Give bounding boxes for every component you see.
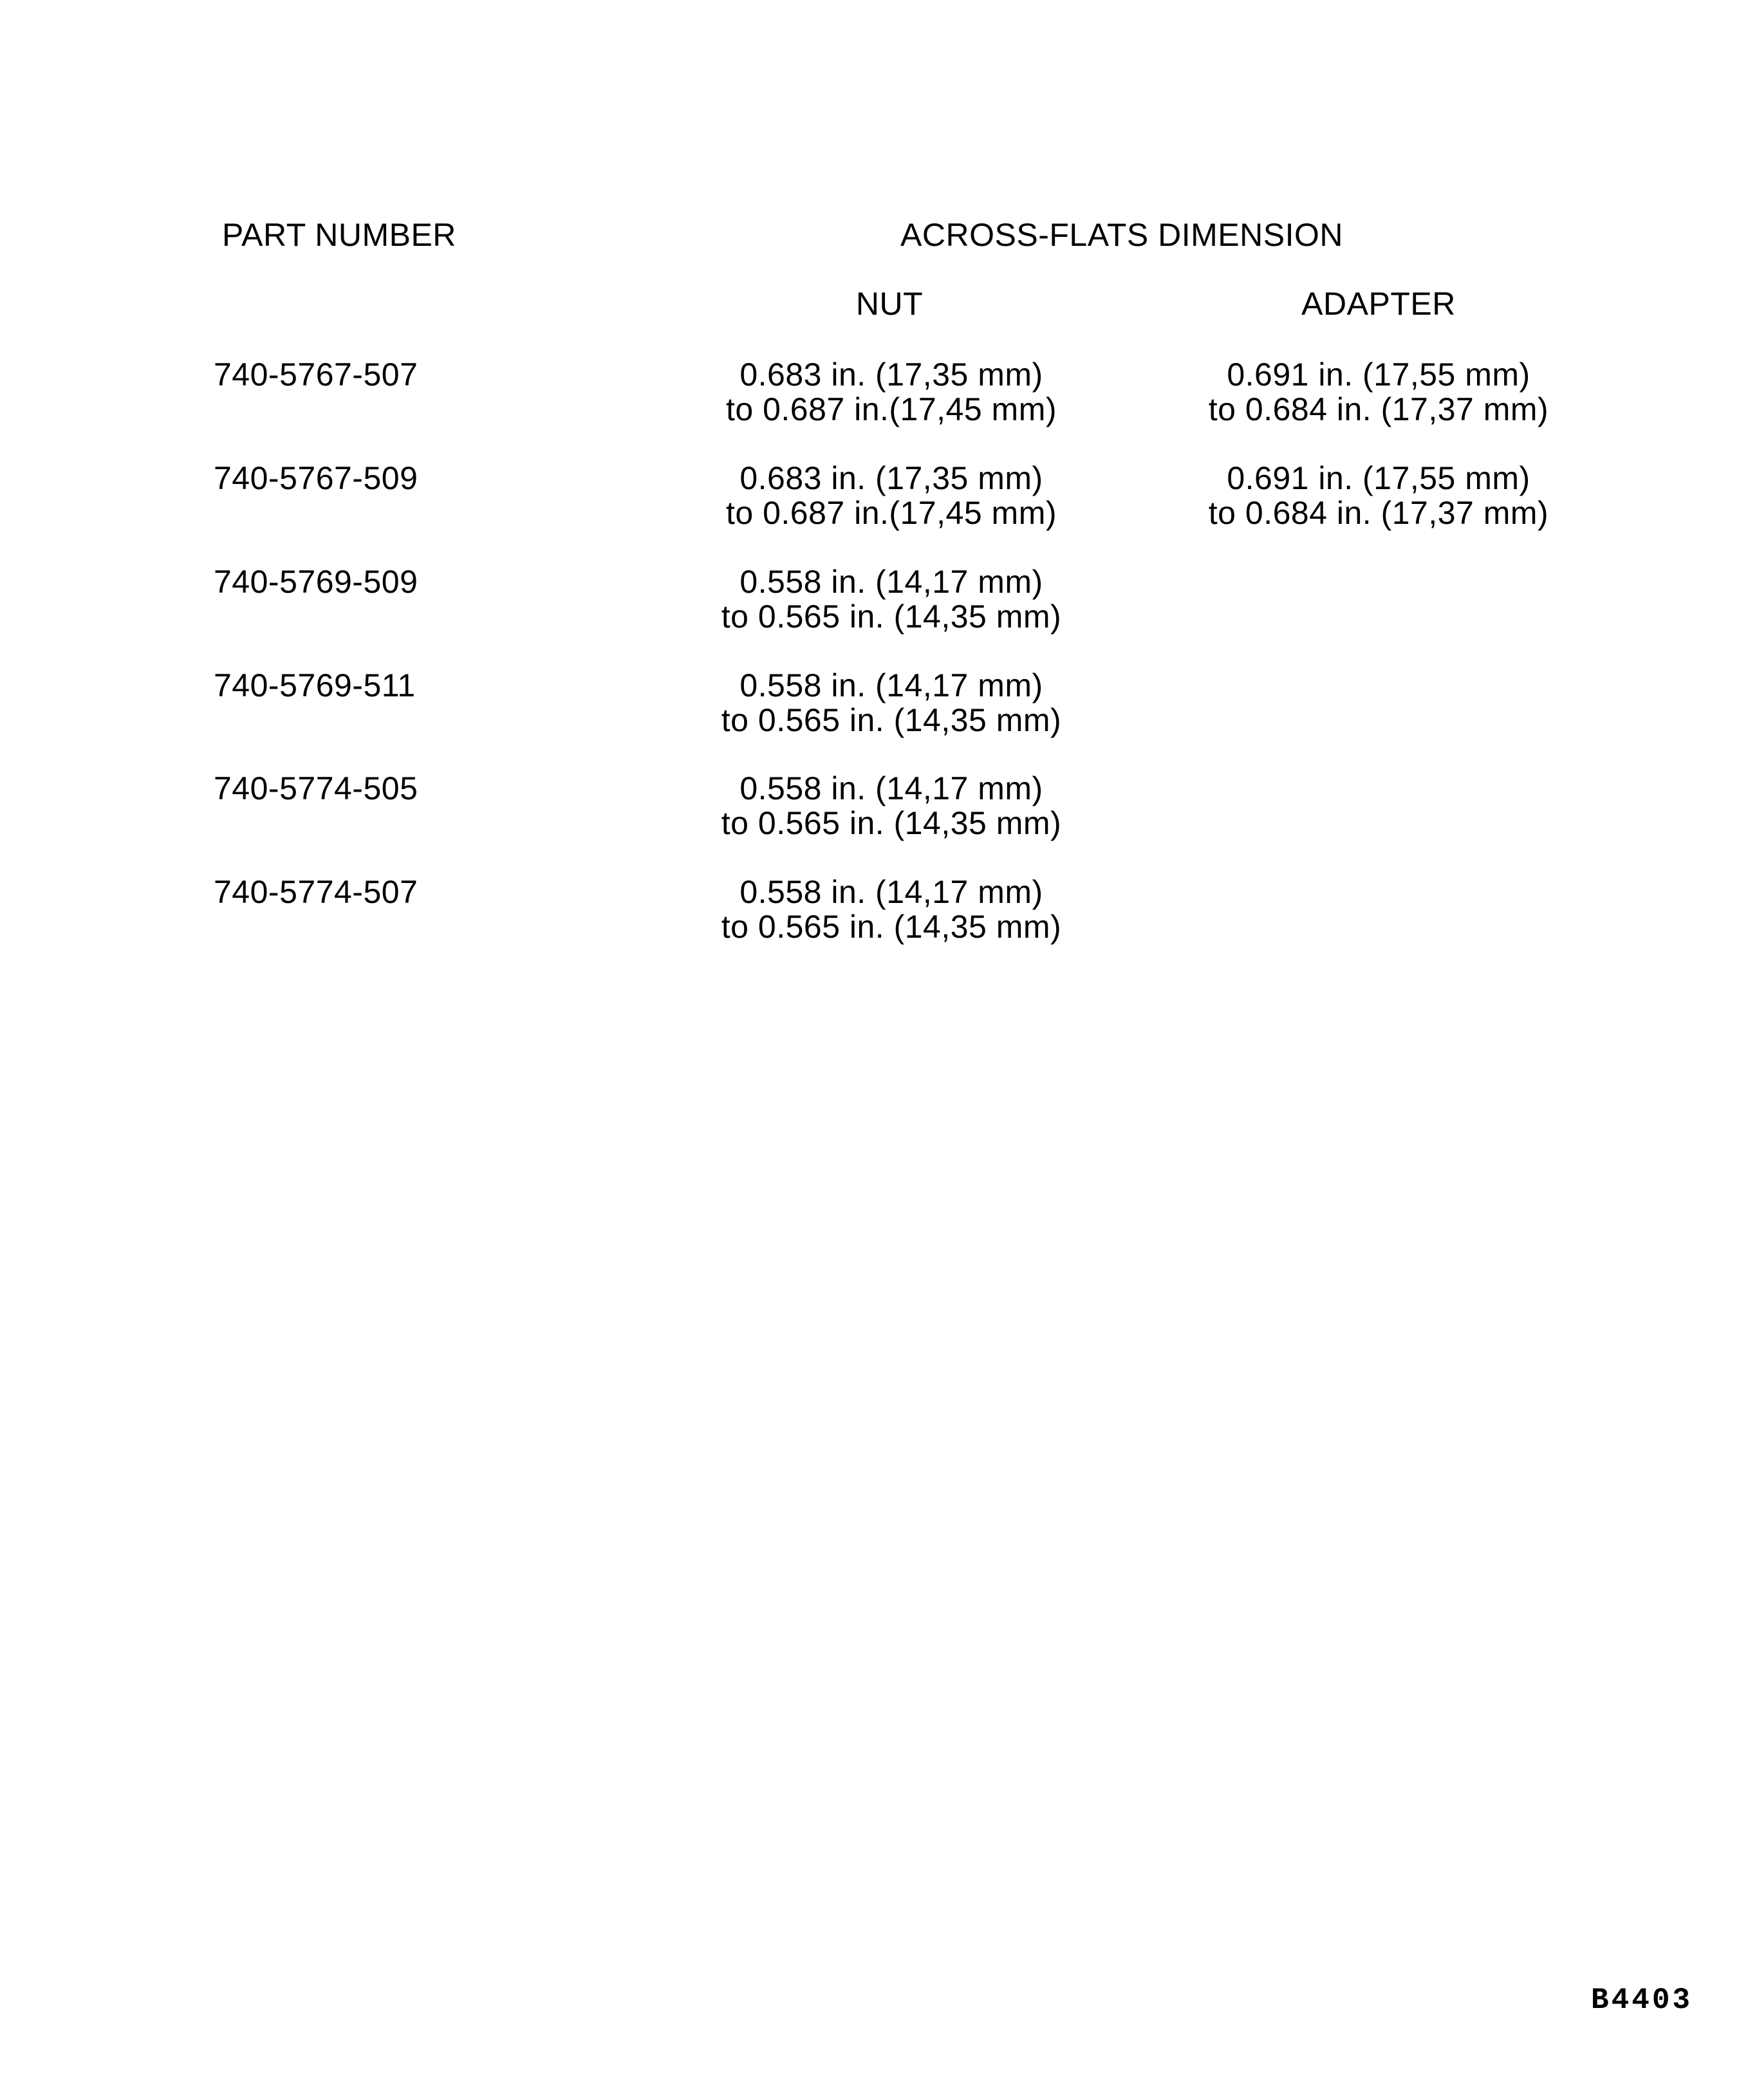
nut-max: to 0.687 in.(17,45 mm) <box>725 391 1057 427</box>
part-number: 740-5767-509 <box>214 460 418 496</box>
table-row <box>0 771 1757 842</box>
nut-dimension <box>721 564 1061 634</box>
header-nut: NUT <box>855 286 924 322</box>
nut-max: to 0.687 in.(17,45 mm) <box>725 495 1057 531</box>
table-row <box>0 461 1757 532</box>
part-number: 740-5769-511 <box>214 667 416 703</box>
table-row <box>0 668 1757 739</box>
nut-min: 0.683 in. (17,35 mm) <box>739 460 1043 496</box>
adapter-min: 0.691 in. (17,55 mm) <box>1227 357 1530 393</box>
nut-dimension <box>721 668 1061 738</box>
nut-dimension <box>721 771 1061 841</box>
nut-dimension <box>726 357 1057 427</box>
adapter-max: to 0.684 in. (17,37 mm) <box>1208 495 1549 531</box>
nut-dimension <box>721 875 1061 944</box>
table-row <box>0 875 1757 945</box>
nut-dimension <box>726 461 1057 530</box>
nut-min: 0.683 in. (17,35 mm) <box>739 357 1043 393</box>
part-number: 740-5767-507 <box>214 357 418 393</box>
adapter-dimension <box>1209 461 1548 530</box>
nut-min: 0.558 in. (14,17 mm) <box>739 770 1043 806</box>
nut-min: 0.558 in. (14,17 mm) <box>739 667 1043 703</box>
part-number: 740-5774-507 <box>214 874 418 910</box>
adapter-max: to 0.684 in. (17,37 mm) <box>1208 391 1549 427</box>
nut-min: 0.558 in. (14,17 mm) <box>739 564 1043 600</box>
figure-id: B4403 <box>1591 1984 1693 2017</box>
table-row <box>0 357 1757 428</box>
nut-max: to 0.565 in. (14,35 mm) <box>721 909 1062 945</box>
part-number: 740-5774-505 <box>214 770 418 806</box>
nut-max: to 0.565 in. (14,35 mm) <box>721 702 1062 738</box>
table-row <box>0 564 1757 635</box>
header-across-flats-dimension: ACROSS-FLATS DIMENSION <box>900 217 1343 253</box>
part-number: 740-5769-509 <box>214 564 418 600</box>
nut-min: 0.558 in. (14,17 mm) <box>739 874 1043 910</box>
nut-max: to 0.565 in. (14,35 mm) <box>721 805 1062 841</box>
header-adapter: ADAPTER <box>1301 286 1456 322</box>
header-part-number: PART NUMBER <box>222 217 456 253</box>
nut-max: to 0.565 in. (14,35 mm) <box>721 599 1062 635</box>
adapter-dimension <box>1209 357 1548 427</box>
adapter-min: 0.691 in. (17,55 mm) <box>1227 460 1530 496</box>
